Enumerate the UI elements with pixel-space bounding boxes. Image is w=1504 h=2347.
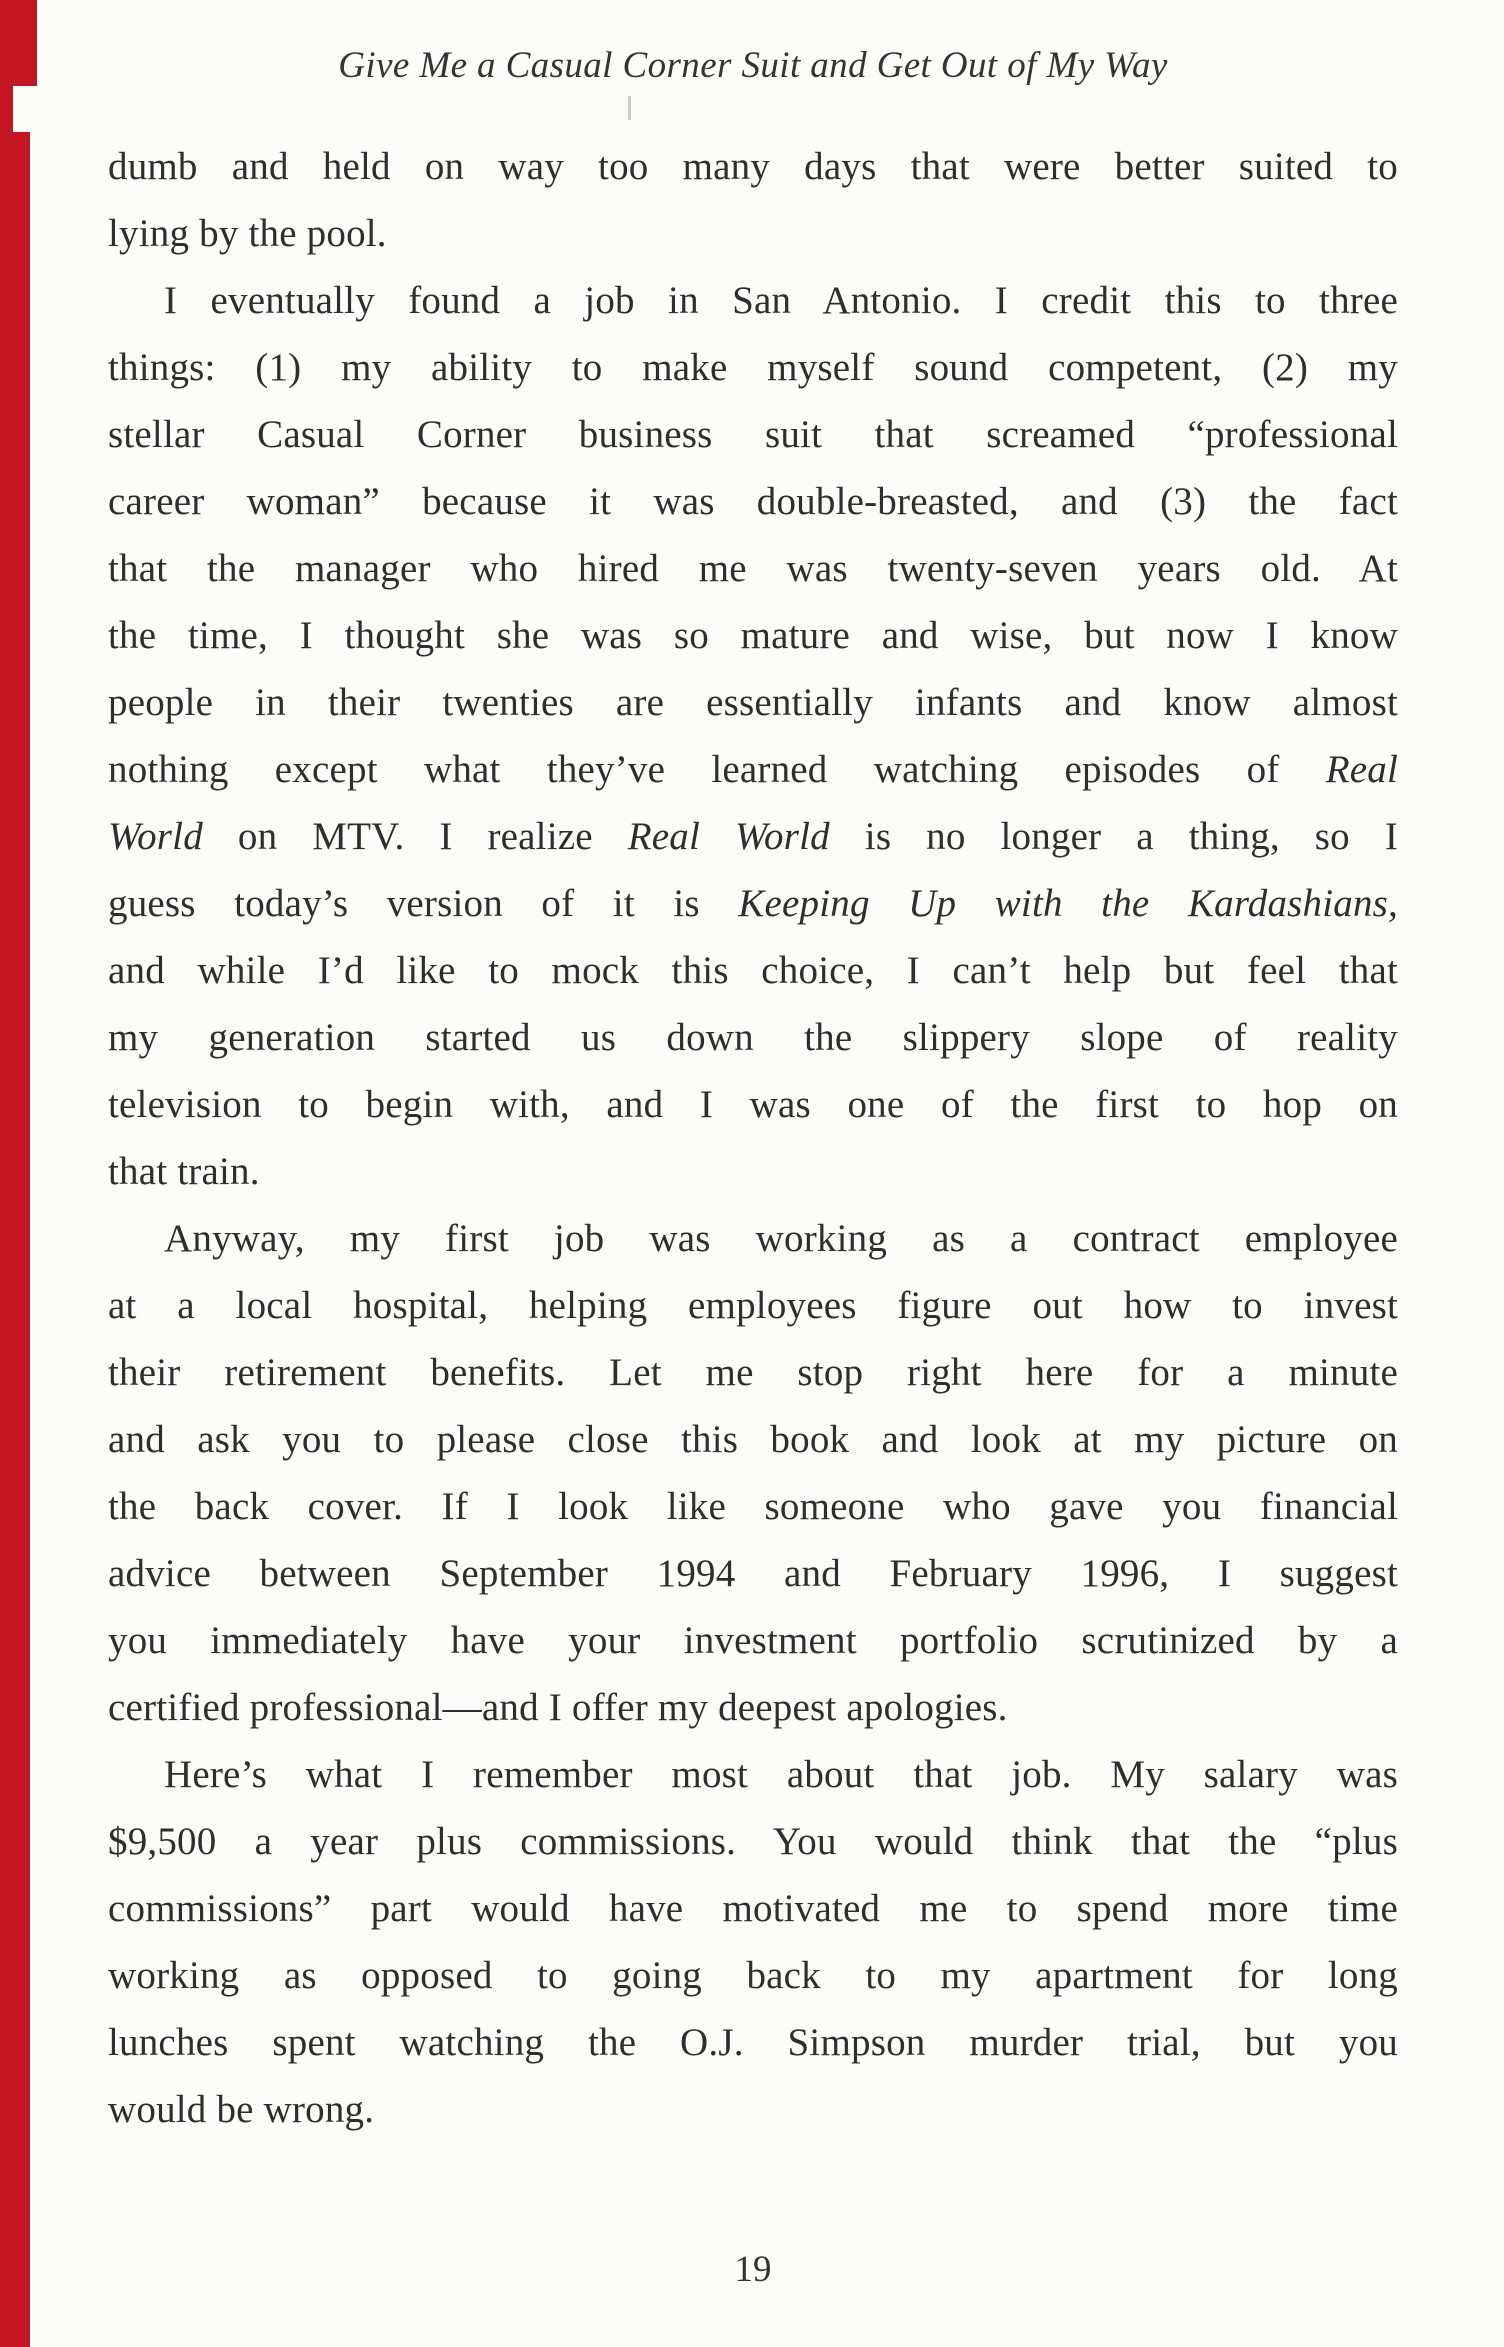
book-spine-edge [0, 0, 30, 2347]
text-line: you immediately have your investment portfolio scrutinized by a [108, 1619, 1398, 1662]
text-segment: is no longer a thing, so I [829, 815, 1398, 858]
running-header: Give Me a Casual Corner Suit and Get Out of My Way [338, 45, 1168, 86]
text-line: and while I’d like to mock this choice, I can’t help but feel that [108, 949, 1398, 992]
text-line: advice between September 1994 and February 1996, I suggest [108, 1552, 1398, 1595]
scan-artifact [628, 96, 631, 120]
text-line: lunches spent watching the O.J. Simpson murder trial, but you [108, 2021, 1398, 2064]
text-line: that the manager who hired me was twenty-seven years old. At [108, 547, 1398, 590]
text-line: certified professional—and I offer my deepest apologies. [108, 1686, 1008, 1729]
text-line: would be wrong. [108, 2088, 375, 2131]
book-title-italic: Keeping Up with the Kardashians, [738, 882, 1398, 925]
text-line: working as opposed to going back to my apartment for long [108, 1954, 1398, 1997]
text-line: $9,500 a year plus commissions. You would think that the “plus [108, 1820, 1398, 1863]
text-line [108, 803, 1398, 870]
text-line: I eventually found a job in San Antonio. I credit this to three [164, 279, 1398, 322]
text-line: my generation started us down the slippery slope of reality [108, 1016, 1398, 1059]
text-line: lying by the pool. [108, 212, 387, 255]
text-line: the back cover. If I look like someone who gave you financial [108, 1485, 1398, 1528]
text-line: commissions” part would have motivated me to spend more time [108, 1887, 1398, 1930]
text-line: the time, I thought she was so mature and wise, but now I know [108, 614, 1398, 657]
page-number: 19 [734, 2249, 772, 2290]
book-title-italic: World [108, 815, 203, 858]
text-line [108, 736, 1398, 803]
text-line [108, 870, 1398, 937]
text-line: things: (1) my ability to make myself sound competent, (2) my [108, 346, 1398, 389]
body-text [108, 133, 1398, 2143]
text-line: dumb and held on way too many days that were better suited to [108, 145, 1398, 188]
text-segment: on MTV. I realize [202, 815, 628, 858]
text-line: and ask you to please close this book and look at my picture on [108, 1418, 1398, 1461]
text-segment: guess today’s version of it is [108, 882, 739, 925]
text-line: career woman” because it was double-breasted, and (3) the fact [108, 480, 1398, 523]
text-segment: nothing except what they’ve learned watching episodes of [108, 748, 1326, 791]
book-title-italic: Real World [627, 815, 830, 858]
text-line: at a local hospital, helping employees figure out how to invest [108, 1284, 1398, 1327]
text-line: Anyway, my first job was working as a contract employee [164, 1217, 1398, 1260]
text-line: television to begin with, and I was one of the first to hop on [108, 1083, 1398, 1126]
page-content [108, 0, 1398, 2290]
book-spine-edge-top [0, 0, 37, 86]
text-line: their retirement benefits. Let me stop right here for a minute [108, 1351, 1398, 1394]
text-line: people in their twenties are essentially infants and know almost [108, 681, 1398, 724]
text-line: that train. [108, 1150, 260, 1193]
text-line: Here’s what I remember most about that job. My salary was [164, 1753, 1398, 1796]
text-line: stellar Casual Corner business suit that screamed “professional [108, 413, 1398, 456]
book-title-italic: Real [1325, 748, 1398, 791]
spine-notch [13, 86, 30, 132]
